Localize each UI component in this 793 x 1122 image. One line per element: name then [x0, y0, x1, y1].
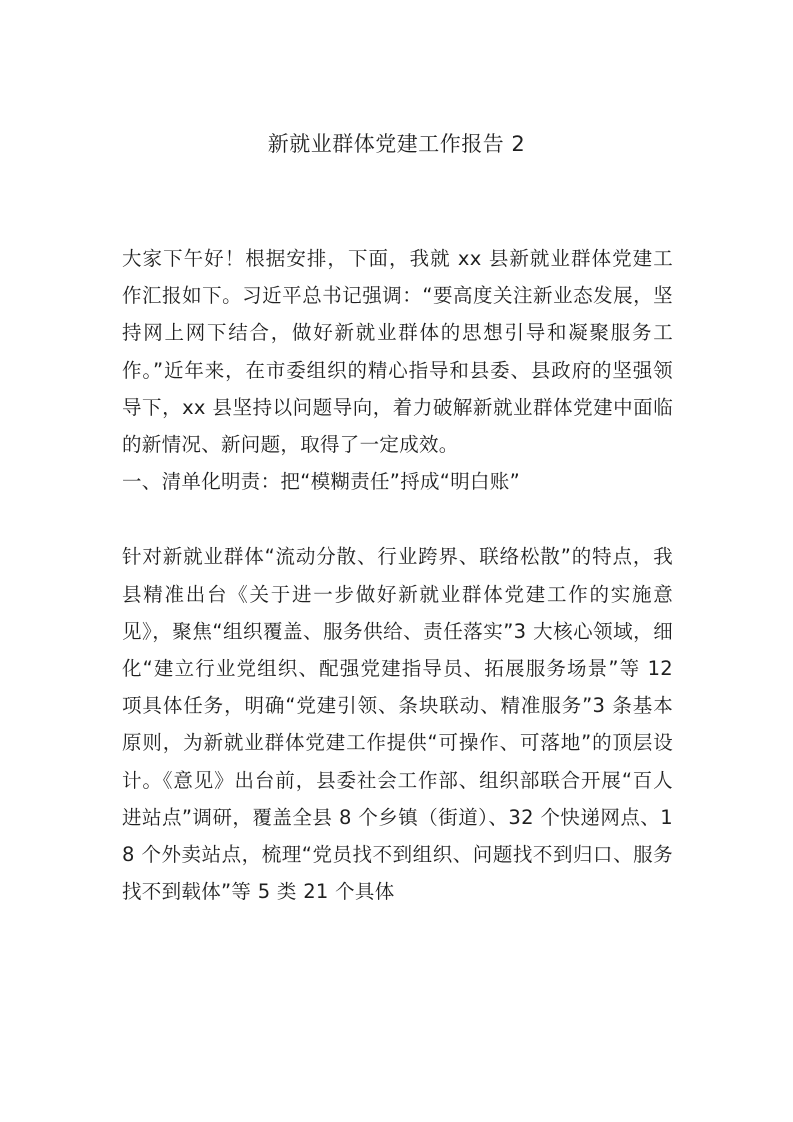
- intro-paragraph: 大家下午好！根据安排，下面，我就 xx 县新就业群体党建工作汇报如下。习近平总书记强调：“要高度关注新业态发展，坚持网上网下结合，做好新就业群体的思想引导和凝聚服务工作。”近年来，在市委组织的精心指导和县委、县政府的坚强领导下，xx 县坚持以问题导向，着力破解新就业群体党建中面临的新情况、新问题，取得了一定成效。: [122, 247, 673, 457]
- section-heading: 一、清单化明责：把“模糊责任”捋成“明白账”: [122, 470, 521, 494]
- document-title: 新就业群体党建工作报告 2: [267, 132, 526, 156]
- section-body-paragraph: 针对新就业群体“流动分散、行业跨界、联络松散”的特点，我县精准出台《关于进一步做好新就业群体党建工作的实施意见》，聚焦“组织覆盖、服务供给、责任落实”3 大核心领域，细化“建立行业党组织、配强党建指导员、拓展服务场景”等 12 项具体任务，明确“党建引领、条块联动、精准服务”3 条基本原则，为新就业群体党建工作提供“可操作、可落地”的顶层设计。《意见》出台前，县委社会工作部、组织部联合开展“百人进站点”调研，覆盖全县 8 个乡镇（街道）、32 个快递网点、18 个外卖站点，梳理“党员找不到组织、问题找不到归口、服务找不到载体”等 5 类 21 个具体: [122, 545, 673, 904]
- document-body: [122, 240, 673, 910]
